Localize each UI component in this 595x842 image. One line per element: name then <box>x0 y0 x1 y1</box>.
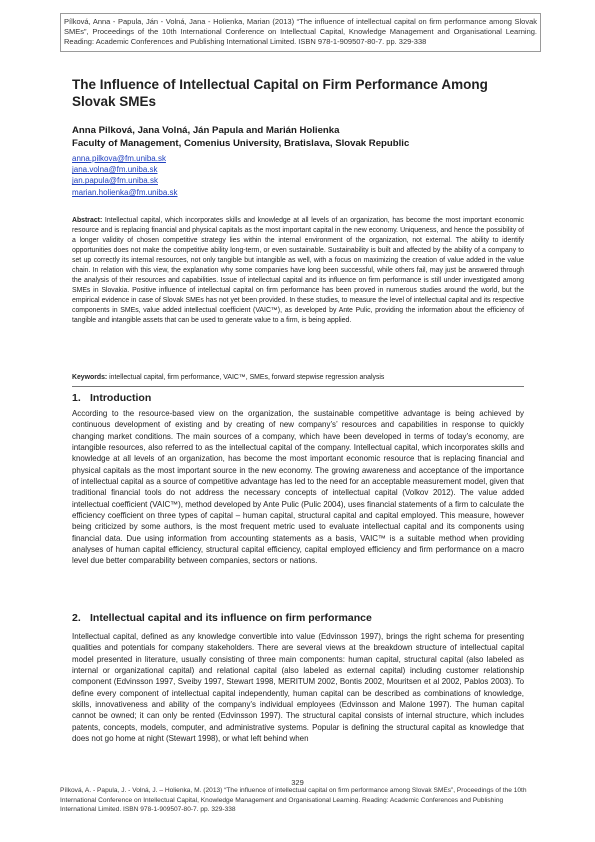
abstract-label: Abstract: <box>72 217 103 224</box>
section-number: 1. <box>72 392 81 404</box>
page-number: 329 <box>291 778 304 787</box>
section-body: Intellectual capital, defined as any knowledge convertible into value (Edvinsson 1997), brings the right schema for presenting qualities and potentials for company stakeholders. There are several views at the breakdown structure of intellectual capital model presented in literature, usually consisting of three main components: human capital, structural capital (also labeled as internal or organizational capital) and relational capital (also labeled as external capital) including customer relationship component (Edvinsson 1997, Sveiby 1997, Stewart 1998, MERITUM 2002, Bontis 2002, Mouritsen et al 2002, Pablos 2003). To define every component of intellectual capital independently, human capital can be described as combinations of knowledge, skills, innovativeness and ability of the company’s individual employees (Edvinsson and Malone 1997). The human capital cannot be owned; it can only be rented (Edvinsson 1997). The structural capital consists of internal structure, which includes patents, concepts, models, computer, and administrative systems. Popular is defining the structural capital as knowledge that does not go home at night (Stewart 1998), or what left behind when <box>72 632 524 744</box>
section-title: Introduction <box>90 392 152 404</box>
section-heading <box>72 612 524 625</box>
email-list <box>72 153 178 198</box>
email-item <box>72 153 178 164</box>
affiliation: Faculty of Management, Comenius University, Bratislava, Slovak Republic <box>72 138 410 149</box>
keywords-text: intellectual capital, firm performance, VAIC™, SMEs, forward stepwise regression analysis <box>109 374 385 381</box>
email-link[interactable]: anna.pilkova@fm.uniba.sk <box>72 154 166 163</box>
email-item <box>72 187 178 198</box>
divider <box>72 386 524 387</box>
abstract <box>72 216 524 325</box>
email-link[interactable]: jan.papula@fm.uniba.sk <box>72 176 158 186</box>
abstract-text: Intellectual capital, which incorporates skills and knowledge at all levels of an organization, has become the most important economic resource and is replacing financial and physical capitals as the most important capital in the new economy. Uniqueness, and hence the possibility of a longer validity of chosen competitive strategy lies within the internal environment of the organization, not external. The ability to identify opportunities does not make the competitive ability long-term, or even sustainable. Sustainability is built and affected by the ability of a company to set up correctly its internal resources, not only tangible but intangible as well, with a focus on maximizing the creation of value added in the value chain. In relation with this view, the explanation why some companies have long been successful, while others fail, may just be answered through the analysis of their resources and capabilities. Issue of intellectual capital and its influence on firm performance is still under investigated among SMEs in Slovakia. Positive influence of intellectual capital on firm performance has been proved in numerous studies around the world, but the empirical evidence in case of Slovak SMEs has not yet been provided. In these studies, to measure the level of intellectual capital and its respective components in SMEs, value added intellectual coefficient (VAIC™), as developed by Ante Pulic, providing the information about the efficiency of tangible and intangible assets that can be used to generate value to a firm, is being applied. <box>72 217 524 324</box>
keywords-label: Keywords: <box>72 374 108 381</box>
citation-header: Pílková, Anna - Papula, Ján - Volná, Jana - Holienka, Marian (2013) “The influence of intellectual capital on firm performance among Slovak SMEs”, Proceedings of the 10th International Conference on Intellectual Capital, Knowledge Management and Organisational Learning. Reading: Academic Conferences and Publishing International Limited. ISBN 978-1-909507-80-7. pp. 329-338 <box>60 13 541 52</box>
paper-title: The Influence of Intellectual Capital on Firm Performance Among Slovak SMEs <box>72 77 488 109</box>
keywords <box>72 373 524 383</box>
author-list: Anna Pilková, Jana Volná, Ján Papula and Marián Holienka <box>72 125 340 136</box>
section-number: 2. <box>72 612 81 624</box>
page-footer: Pílková, A. - Papula, J. - Volná, J. – Holienka, M. (2013) “The influence of intellectual capital on firm performance among Slovak SMEs”, Proceedings of the 10th International Conference on Intellectual Capital, Knowledge Management and Organisational Learning. Reading: Academic Conferences and Publishing International Limited. ISBN 978-1-909507-80-7. pp. 329-338 <box>60 787 527 813</box>
section-title: Intellectual capital and its influence on firm performance <box>90 612 372 624</box>
section-heading <box>72 392 524 405</box>
email-link[interactable]: marian.holienka@fm.uniba.sk <box>72 187 178 197</box>
section-body: According to the resource-based view on the organization, the sustainable competitive advantage is being achieved by continuous development of existing and by creating of new company’s’ resources and capabilities in response to quickly changing market conditions. The main sources of a company, which have been developed in terms of today’s economy, are intangible resources, also referred to as the intellectual capital of the company. Intellectual capital, which incorporates skills and knowledge at all levels of an organization, has become the most important economic resource that is replacing financial and physical capitals as the most important source in the new economy. The growing awareness and acceptance of the importance of intellectual capital as a source of competitive advantage has led to the need for an acceptable measurement model, given that traditional financial tools do not address the necessary concepts of intellectual capital (Volkov 2012). The value added intellectual coefficient (VAIC™), method developed by Ante Pulic (Pulic 2004), uses financial statements of a firm to calculate the efficiency coefficient on three types of capital – human capital, structural capital and capital employed. This measure, however being criticized by some authors, is the most frequent metric used to evaluate intellectual capital and its components using financial data. Due using information from accounting statements as a basis, VAIC™ is a suitable method when providing analyses of human capital efficiency, structural capital efficiency, capital employed efficiency and firm performance on a macro level due better comparability between companies, sectors or nations. <box>72 409 524 566</box>
email-item <box>72 164 178 175</box>
email-link[interactable]: jana.volna@fm.uniba.sk <box>72 165 158 175</box>
email-item <box>72 175 178 186</box>
